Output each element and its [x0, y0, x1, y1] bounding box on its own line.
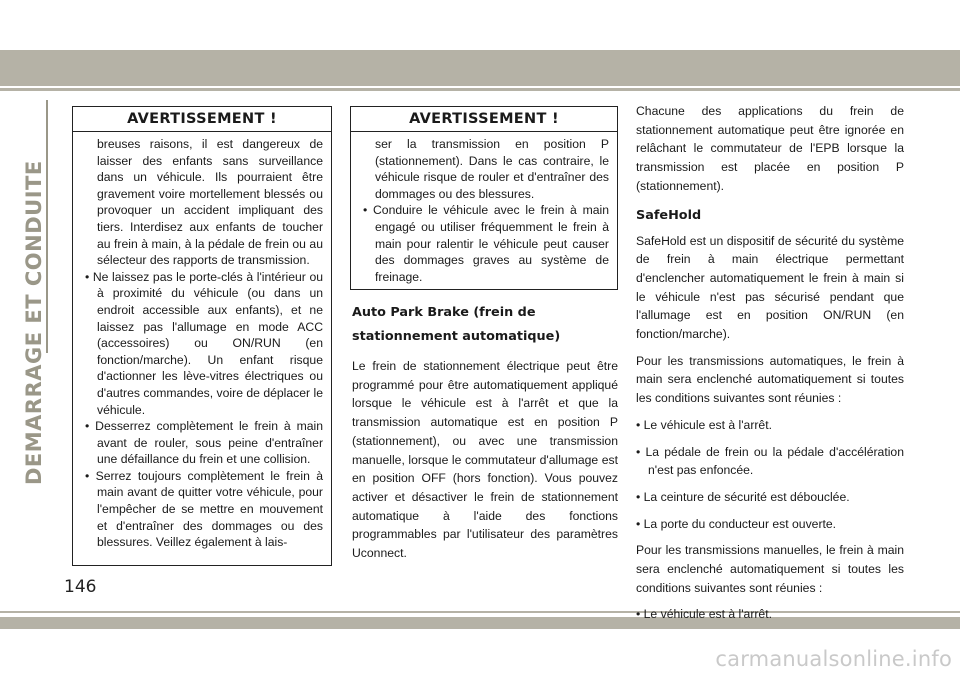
section-heading: SafeHold	[636, 207, 702, 223]
top-band	[0, 50, 960, 86]
column-safehold	[636, 102, 904, 632]
watermark: carmanualsonline.info	[715, 647, 952, 671]
list-item: • Le véhicule est à l'arrêt.	[636, 417, 772, 432]
warning-text: ser la transmission en position P (stationnement). Dans le cas contraire, le véhicule risque de rouler et d'entraîner des dommages ou des blessures.	[375, 137, 609, 201]
warning-bullet: • Desserrez complètement le frein à main avant de rouler, sous peine d'entraîner une défaillance du frein et une collision.	[85, 419, 323, 467]
paragraph: Le frein de stationnement électrique peut être programmé pour être automatiquement appliqué lorsque le véhicule est à l'arrêt et que la transmission automatique est en position P (stationnement), ou avec une transmission manuelle, lorsque le commutateur d'allumage est en position OFF (hors fonction). Vous pouvez activer et désactiver le frein de stationnement automatique à l'aide des fonctions programmables par l'utilisateur des paramètres Uconnect.	[352, 359, 618, 561]
warning-text: breuses raisons, il est dangereux de laisser des enfants sans surveillance dans un véhicule. Ils pourraient être gravement voire mortellement blessés ou provoquer un accident impliquant des tiers. Interdisez aux enfants de toucher au frein à main, à la pédale de frein ou au sélecteur des rapports de transmission.	[97, 137, 323, 268]
section-side-label: DEMARRAGE ET CONDUITE	[22, 160, 46, 485]
column-auto-park-brake	[352, 301, 618, 571]
warning-body	[73, 132, 331, 551]
warning-title: AVERTISSEMENT !	[351, 107, 617, 132]
warning-body	[351, 132, 617, 285]
warning-bullet: • Serrez toujours complètement le frein à main avant de quitter votre véhicule, pour l'empêcher de se mettre en mouvement et d'entraîner des dommages ou des blessures. Veillez également à lais-	[85, 468, 323, 550]
paragraph: SafeHold est un dispositif de sécurité du système de frein à main électrique permettant d'enclencher automatiquement le frein à main si le véhicule n'est pas sécurisé pendant que l'allumage est en position ON/RUN (en fonction/marche).	[636, 233, 904, 342]
warning-bullet: • Conduire le véhicule avec le frein à main engagé ou utiliser fréquemment le frein à main pour ralentir le véhicule peut causer des dommages graves au système de freinage.	[363, 203, 609, 284]
side-label-underline	[46, 100, 48, 353]
warning-title: AVERTISSEMENT !	[73, 107, 331, 132]
list-item: • La pédale de frein ou la pédale d'accélération n'est pas enfoncée.	[636, 444, 904, 478]
paragraph: Pour les transmissions manuelles, le frein à main sera enclenché automatiquement si toutes les conditions suivantes sont réunies :	[636, 543, 904, 595]
list-item: • Le véhicule est à l'arrêt.	[636, 607, 772, 622]
paragraph: Pour les transmissions automatiques, le frein à main sera enclenché automatiquement si toutes les conditions suivantes sont réunies :	[636, 353, 904, 406]
paragraph: Chacune des applications du frein de stationnement automatique peut être ignorée en relâchant le commutateur de l'EPB lorsque la transmission est placée en position P (stationnement).	[636, 104, 904, 193]
list-item: • La porte du conducteur est ouverte.	[636, 516, 837, 531]
warning-box-2	[350, 106, 618, 290]
list-item: • La ceinture de sécurité est débouclée.	[636, 489, 850, 504]
warning-box-1	[72, 106, 332, 566]
page-number: 146	[64, 577, 97, 597]
section-heading: Auto Park Brake (frein de stationnement automatique)	[352, 305, 561, 344]
warning-bullet: • Ne laissez pas le porte-clés à l'intérieur ou à proximité du véhicule (ou dans un endroit accessible aux enfants), et ne laissez pas l'allumage en mode ACC (accessoires) ou ON/RUN (en fonction/marche). Un enfant risque d'actionner les lève-vitres électriques ou d'autres commandes, voire de déplacer le véhicule.	[85, 269, 323, 417]
top-band-line	[0, 88, 960, 91]
